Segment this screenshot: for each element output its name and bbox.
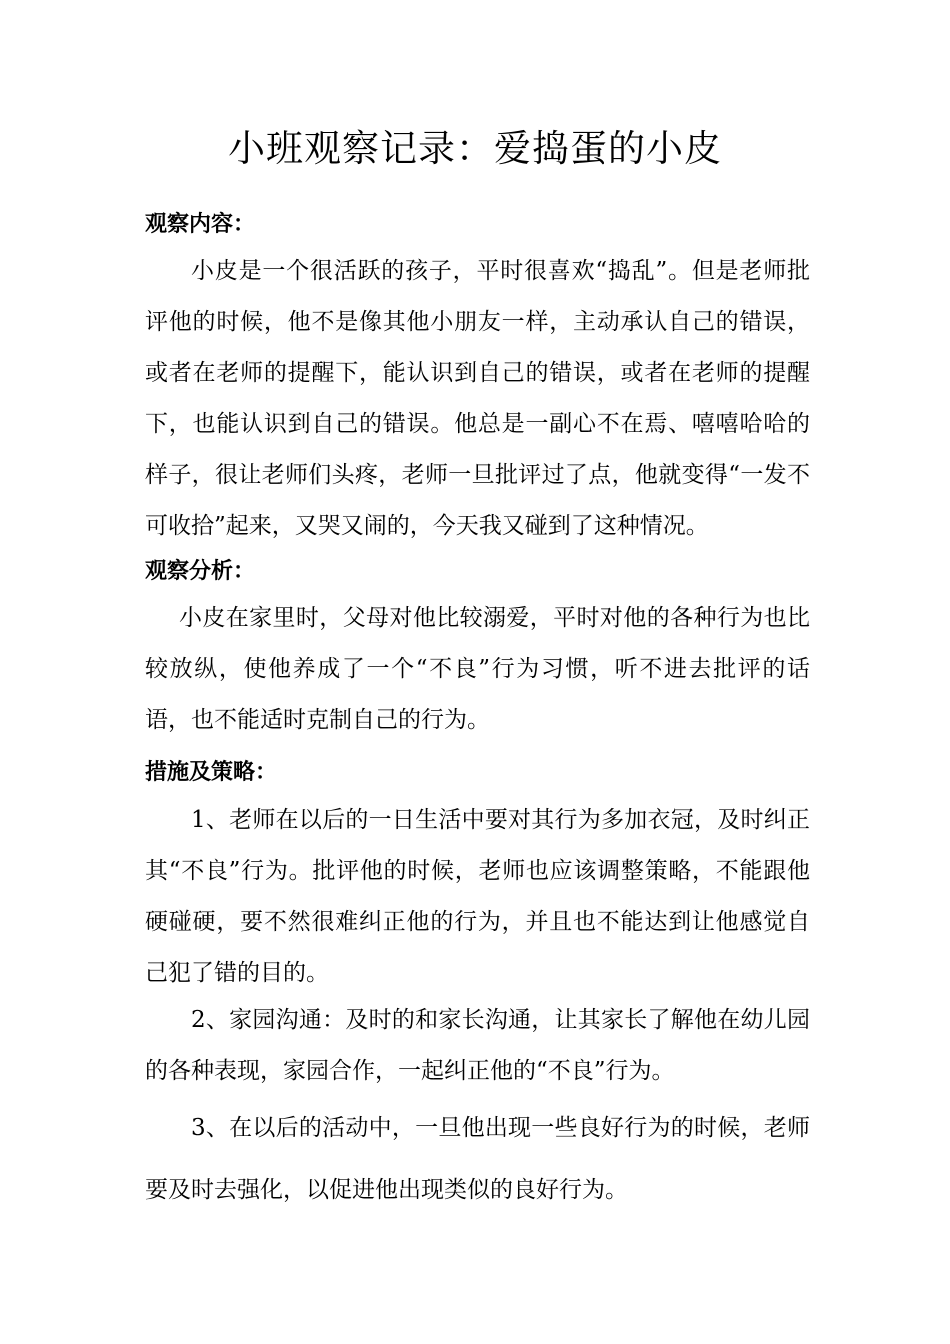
section-heading-observation-analysis: 观察分析：	[145, 559, 256, 584]
section-heading-observation-content: 观察内容：	[145, 212, 256, 237]
paragraph-measure-2: 2、家园沟通：及时的和家长沟通，让其家长了解他在幼儿园的各种表现，家园合作，一起纠正他的“不良”行为。	[145, 1007, 810, 1084]
document-title: 小班观察记录：爱捣蛋的小皮	[228, 127, 722, 170]
paragraph-observation-content: 小皮是一个很活跃的孩子，平时很喜欢“捣乱”。但是老师批评他的时候，他不是像其他小朋友一样，主动承认自己的错误，或者在老师的提醒下，能认识到自己的错误，或者在老师的提醒下，也能认识到自己的错误。他总是一副心不在焉、嘻嘻哈哈的样子，很让老师们头疼，老师一旦批评过了点，他就变得“一发不可收拾”起来，又哭又闹的，今天我又碰到了这种情况。	[145, 258, 810, 539]
paragraph-observation-analysis: 小皮在家里时，父母对他比较溺爱，平时对他的各种行为也比较放纵，使他养成了一个“不良”行为习惯，听不进去批评的话语，也不能适时克制自己的行为。	[145, 605, 810, 733]
paragraph-measure-3: 3、在以后的活动中，一旦他出现一些良好行为的时候，老师要及时去强化，以促进他出现类似的良好行为。	[145, 1115, 810, 1203]
section-heading-measures-strategies: 措施及策略：	[145, 760, 278, 785]
paragraph-measure-1: 1、老师在以后的一日生活中要对其行为多加衣冠，及时纠正其“不良”行为。批评他的时候，老师也应该调整策略，不能跟他硬碰硬，要不然很难纠正他的行为，并且也不能达到让他感觉自己犯了错的目的。	[145, 807, 810, 986]
